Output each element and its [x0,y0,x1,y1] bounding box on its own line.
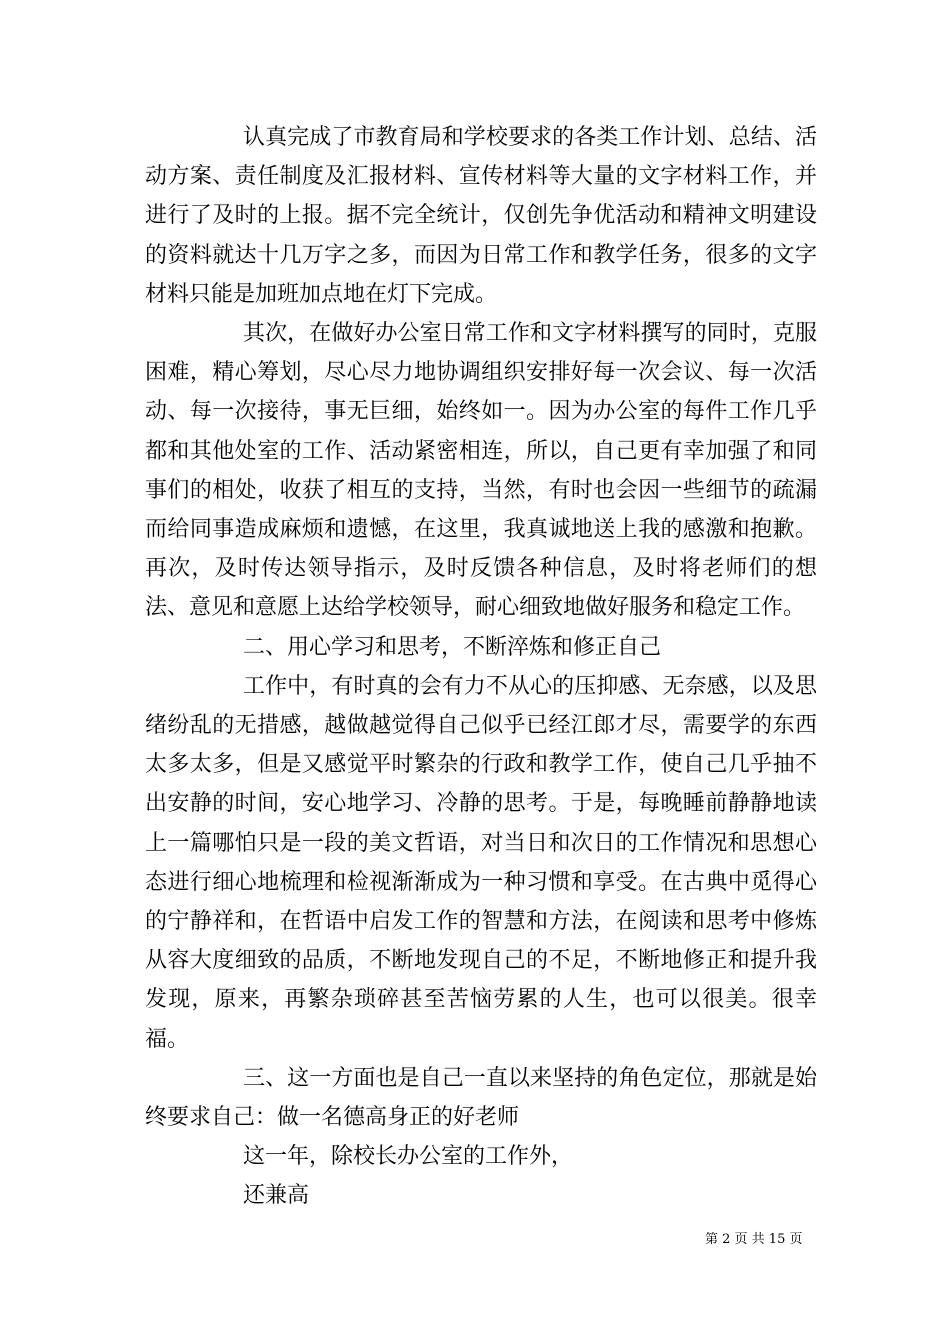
paragraph-continued: 还兼高 [243,1183,310,1209]
paragraph-coordination: 其次，在做好办公室日常工作和文字材料撰写的同时，克服困难，精心筹划，尽心尽力地协调组织安排好每一次会议、每一次活动、每一次接待，事无巨细，始终如一。因为办公室的每件工作几乎都和其他处室的工作、活动紧密相连，所以，自己更有幸加强了和同事们的相处，收获了相互的支持，当然，有时也会因一些细节的疏漏而给同事造成麻烦和遗憾，在这里，我真诚地送上我的感激和抱歉。再次，及时传达领导指示，及时反馈各种信息，及时将老师们的想法、意见和意愿上达给学校领导，耐心细致地做好服务和稳定工作。 [145,321,817,621]
paragraph-writing-work: 认真完成了市教育局和学校要求的各类工作计划、总结、活动方案、责任制度及汇报材料、宣传材料等大量的文字材料工作，并进行了及时的上报。据不完全统计，仅创先争优活动和精神文明建设的资料就达十几万字之多，而因为日常工作和教学任务，很多的文字材料只能是加班加点地在灯下完成。 [145,125,817,307]
paragraph-reflection: 工作中，有时真的会有力不从心的压抑感、无奈感，以及思绪纷乱的无措感，越做越觉得自己似乎已经江郎才尽，需要学的东西太多太多，但是又感觉平时繁杂的行政和教学工作，使自己几乎抽不出安静的时间，安心地学习、冷静的思考。于是，每晚睡前静静地读上一篇哪怕只是一段的美文哲语，对当日和次日的工作情况和思想心态进行细心地梳理和检视渐渐成为一种习惯和享受。在古典中觅得心的宁静祥和，在哲语中启发工作的智慧和方法，在阅读和思考中修炼从容大度细致的品质，不断地发现自己的不足，不断地修正和提升我发现，原来，再繁杂琐碎甚至苦恼劳累的人生，也可以很美。很幸福。 [145,673,817,1052]
section-heading-study: 二、用心学习和思考，不断淬炼和修正自己 [243,634,662,660]
page-number: 第 2 页 共 15 页 [705,1232,803,1247]
document-body [145,118,817,1216]
paragraph-this-year: 这一年，除校长办公室的工作外， [243,1144,574,1170]
section-heading-role: 三、这一方面也是自己一直以来坚持的角色定位，那就是始终要求自己：做一名德高身正的好老师 [145,1065,817,1131]
